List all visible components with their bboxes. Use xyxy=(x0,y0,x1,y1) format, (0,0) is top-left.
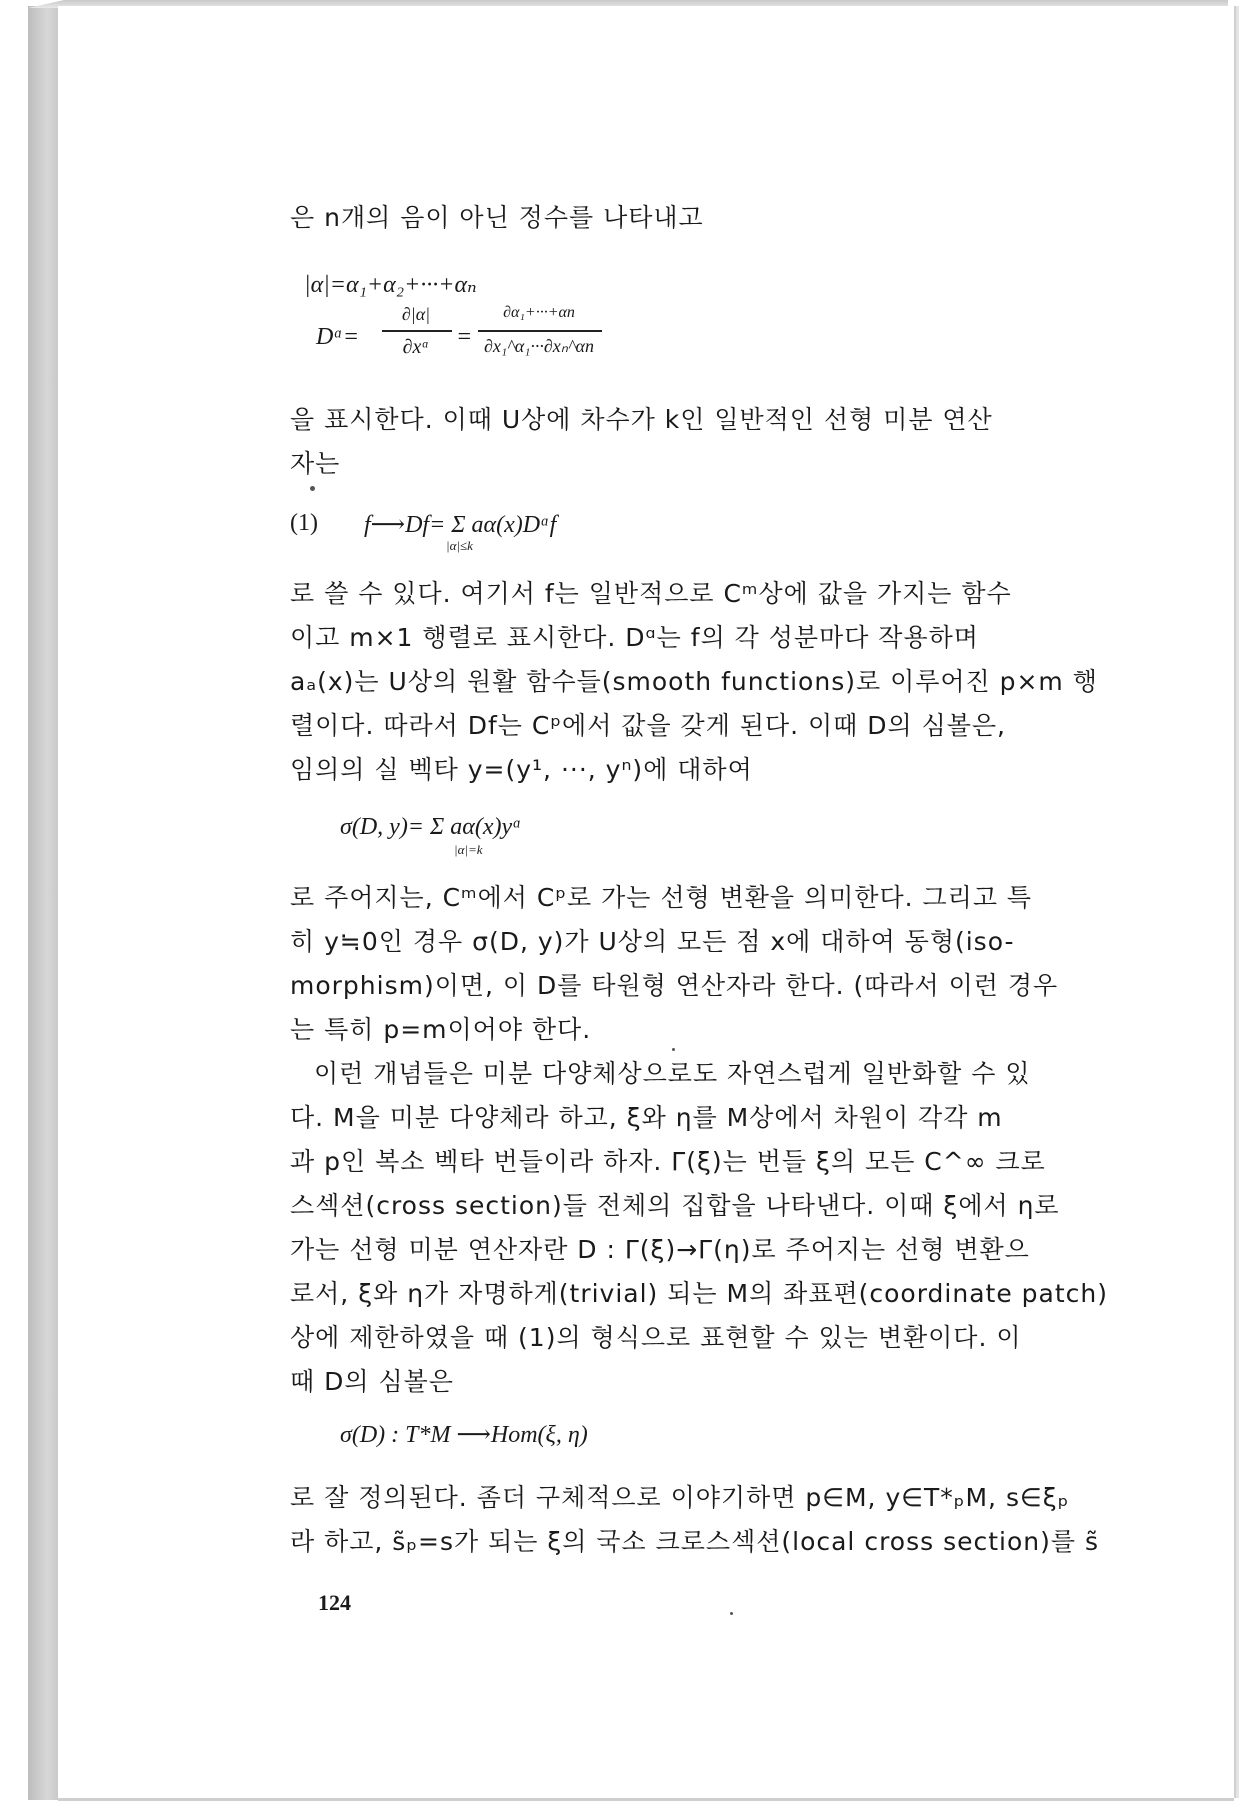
frac2-numerator: ∂α₁+···+αn xyxy=(503,304,575,321)
text-line: 다. M을 미분 다양체라 하고, ξ와 η를 M상에서 차원이 각각 m xyxy=(290,1103,1003,1132)
text-line: aₐ(x)는 U상의 원활 함수들(smooth functions)로 이루어진 p×m 행 xyxy=(290,667,1098,696)
text-line: 스섹션(cross section)들 전체의 집합을 나타낸다. 이때 ξ에서 η로 xyxy=(290,1191,1060,1220)
text-line: 자는 xyxy=(290,449,341,478)
book-spine xyxy=(28,6,60,1800)
page-number: 124 xyxy=(318,1590,351,1615)
text-line: 로 잘 정의된다. 좀더 구체적으로 이야기하면 p∈M, y∈T*ₚM, s∈ξₚ xyxy=(290,1483,1070,1512)
text-line: 을 표시한다. 이때 U상에 차수가 k인 일반적인 선형 미분 연산 xyxy=(290,405,993,434)
frac2-denominator: ∂x₁^α₁···∂xₙ^αn xyxy=(483,336,595,356)
d-alpha-lhs: Dᵅ= xyxy=(316,324,360,350)
text-line: 로 주어지는, Cᵐ에서 Cᵖ로 가는 선형 변환을 의미한다. 그리고 특 xyxy=(290,883,1033,912)
symbol-formula-subscript: |α|=k xyxy=(454,842,483,857)
speck xyxy=(730,1612,733,1615)
text-line: 가는 선형 미분 연산자란 D : Γ(ξ)→Γ(η)로 주어지는 선형 변환으 xyxy=(290,1235,1030,1264)
text-line: 로 쓸 수 있다. 여기서 f는 일반적으로 Cᵐ상에 값을 가지는 함수 xyxy=(290,579,1012,608)
paragraph-start-line: 이런 개념들은 미분 다양체상으로도 자연스럽게 일반화할 수 있 xyxy=(314,1059,1031,1088)
text-line: 는 특히 p=m이어야 한다. xyxy=(290,1015,592,1044)
text-line: 이고 m×1 행렬로 표시한다. Dᵅ는 f의 각 성분마다 작용하며 xyxy=(290,623,979,652)
text-line: 은 n개의 음이 아닌 정수를 나타내고 xyxy=(290,203,704,232)
frac1-denominator: ∂xᵅ xyxy=(402,336,430,358)
page xyxy=(58,6,1234,1798)
equals-sign: = xyxy=(456,324,473,350)
text-line: 렬이다. 따라서 Df는 Cᵖ에서 값을 갖게 된다. 이때 D의 심볼은, xyxy=(290,711,1006,740)
alpha-sum-formula: |α|=α₁+α₂+···+αₙ xyxy=(304,272,477,298)
text-line: 히 y≒0인 경우 σ(D, y)가 U상의 모든 점 x에 대하여 동형(iso- xyxy=(290,927,1015,956)
text-line: 로서, ξ와 η가 자명하게(trivial) 되는 M의 좌표편(coordinate patch) xyxy=(290,1279,1108,1308)
text-line: morphism)이면, 이 D를 타원형 연산자라 한다. (따라서 이런 경우 xyxy=(290,971,1059,1000)
text-line: 때 D의 심볼은 xyxy=(290,1367,454,1396)
text-line: 상에 제한하였을 때 (1)의 형식으로 표현할 수 있는 변환이다. 이 xyxy=(290,1323,1022,1352)
equation-label-1: (1) xyxy=(290,510,318,536)
frac1-numerator: ∂|α| xyxy=(401,304,431,324)
text-line: 과 p인 복소 벡타 번들이라 하자. Γ(ξ)는 번들 ξ의 모든 C^∞ 크로 xyxy=(290,1147,1046,1176)
text-line: 라 하고, s̃ₚ=s가 되는 ξ의 국소 크로스섹션(local cross section)를 s̃ xyxy=(290,1527,1100,1556)
speck xyxy=(310,486,315,491)
speck xyxy=(672,1048,675,1051)
equation-1-subscript: |α|≤k xyxy=(446,538,473,553)
symbol-formula: σ(D, y)= Σ aα(x)yᵅ xyxy=(340,814,522,840)
frac1-bar xyxy=(382,330,452,332)
symbol-map-formula: σ(D) : T*M ⟶Hom(ξ, η) xyxy=(340,1422,588,1448)
equation-1: f⟶Df= Σ aα(x)Dᵅf xyxy=(364,512,557,538)
text-line: 임의의 실 벡타 y=(y¹, ···, yⁿ)에 대하여 xyxy=(290,755,753,784)
frac2-bar xyxy=(478,330,602,332)
